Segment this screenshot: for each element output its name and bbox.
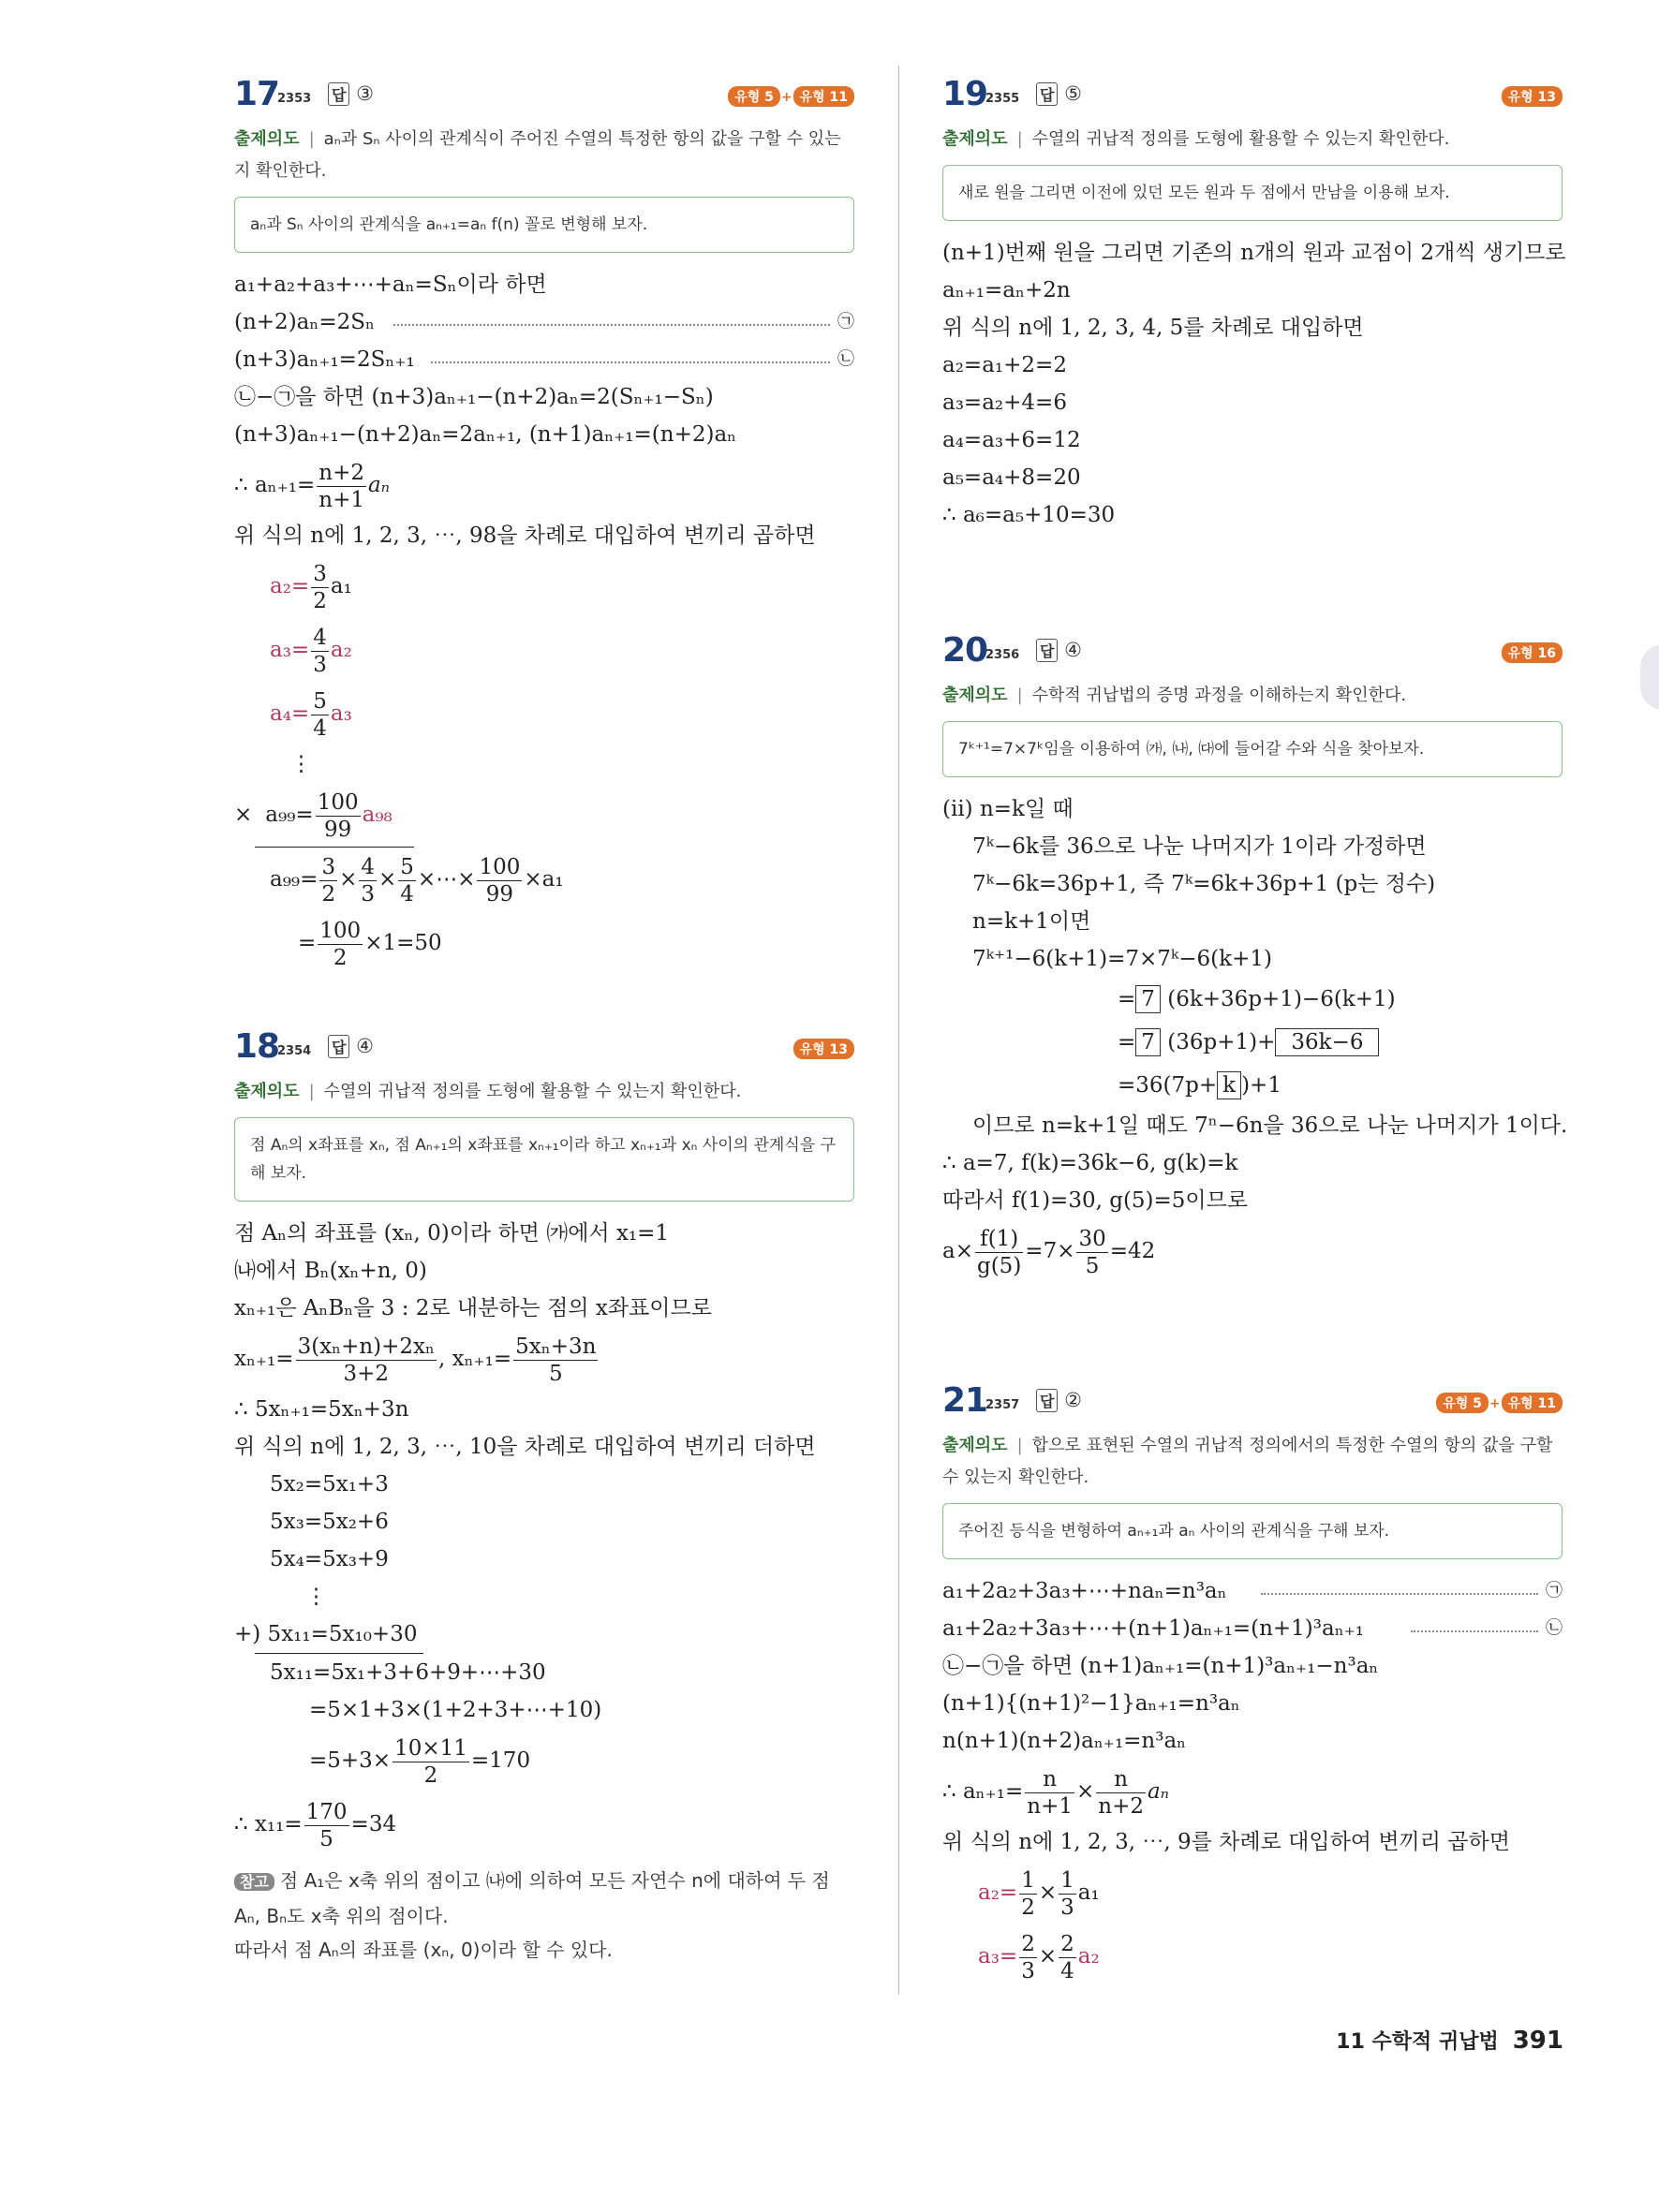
problem-20: [942, 631, 1568, 1283]
problem-code: 2354: [277, 1044, 312, 1058]
answer: 답 ④: [328, 1035, 374, 1058]
hint-box: 7ᵏ⁺¹=7×7ᵏ임을 이용하여 ㈎, ㈏, ㈐에 들어갈 수와 식을 찾아보자.: [942, 721, 1563, 777]
problem-21: [942, 1381, 1563, 1988]
hint-box: 새로 원을 그리면 이전에 있던 모든 원과 두 점에서 만남을 이용해 보자.: [942, 165, 1563, 221]
answer: 답 ④: [1036, 639, 1082, 662]
answer: 답 ③: [328, 82, 374, 106]
answer: 답 ⑤: [1036, 82, 1082, 106]
problem-number: 19: [942, 75, 988, 113]
problem-number: 21: [942, 1381, 988, 1420]
intent: 출제의도 | 수열의 귀납적 정의를 도형에 활용할 수 있는지 확인한다.: [942, 129, 1450, 149]
intent: 출제의도 | 수학적 귀납법의 증명 과정을 이해하는지 확인한다.: [942, 686, 1407, 705]
chapter-title: 11 수학적 귀납법: [1336, 2030, 1499, 2054]
type-tags: 유형 16: [1502, 642, 1563, 663]
type-tags: 유형 5 + 유형 11: [1436, 1393, 1563, 1413]
intent: 출제의도 | 수열의 귀납적 정의를 도형에 활용할 수 있는지 확인한다.: [234, 1082, 742, 1101]
blank-ga: 7: [1135, 985, 1161, 1013]
column-divider: [898, 66, 899, 1995]
problem-code: 2355: [985, 92, 1020, 106]
solution: 점 Aₙ의 좌표를 (xₙ, 0)이라 하면 ㈎에서 x₁=1 ㈏에서 Bₙ(xₙ+n, 0) xₙ₊₁은 AₙBₙ을 3 : 2로 내분하는 점의 x좌표이므로 xₙ₊₁= $\frac{\text{3(xₙ+n)+2xₙ}}{3+2}$ , xₙ₊₁= $\frac{\text{5xₙ+3n}}{5}$ ∴ 5xₙ₊₁=5xₙ+3n 위 식의 n에 1, 2, 3, ⋯, 10을 차례로 대입하여 변끼리 더하면 5x₂=5x₁+3 5x₃=5x₂+6 5x₄=5x₃+9 ⋮ +) 5x₁₁=5x₁₀+30 5x₁₁=5x₁+3+6+9+⋯+30 =5×1+3×(1+2+3+⋯+10) =5+3× $\frac{10\times 11}{2}$ =170 ∴ x₁₁= $\frac{170}{5}$ =34: [234, 1221, 816, 1851]
problem-18: [234, 1027, 854, 1967]
type-tags: 유형 5 + 유형 11: [728, 86, 854, 107]
solution: a₁+a₂+a₃+⋯+aₙ=Sₙ이라 하면 (n+2)aₙ=2Sₙ ㉠ (n+3)aₙ₊₁=2Sₙ₊₁ ㉡ ㉡−㉠을 하면 (n+3)aₙ₊₁−(n+2)aₙ=2(Sₙ₊₁−Sₙ) (n+3)aₙ₊₁−(n+2)aₙ=2aₙ₊₁, (n+1)aₙ₊₁=(n+2)aₙ ∴ aₙ₊₁= $\frac{n+2}{n+1}$ aₙ 위 식의 n에 1, 2, 3, ⋯, 98을 차례로 대입하여 변끼리 곱하면 a₂= $\frac{3}{2}$ a₁ a₃= $\frac{4}{3}$ a₂ a₄= $\frac{5}{4}$ a₃ ⋮ × a₉₉= $\frac{100}{99}$ a₉₈ a₉₉= $\frac{3}{2}$ × $\frac{4}{3}$ × $\frac{5}{4}$ ×⋯× $\frac{100}{99}$ ×a₁ = $\frac{100}{2}$ ×1=50: [234, 273, 854, 970]
problem-number: 17: [234, 75, 280, 113]
reference-note: 참고 점 A₁은 x축 위의 점이고 ㈏에 의하여 모든 자연수 n에 대하여 두 점 Aₙ, Bₙ도 x축 위의 점이다. 따라서 점 Aₙ의 좌표를 (xₙ, 0)이라 할 수 있다.: [234, 1869, 830, 1961]
answer: 답 ②: [1036, 1389, 1082, 1412]
type-tags: 유형 13: [793, 1039, 854, 1059]
problem-17: [234, 75, 854, 975]
problem-number: 20: [942, 631, 988, 670]
hint-box: 점 Aₙ의 x좌표를 xₙ, 점 Aₙ₊₁의 x좌표를 xₙ₊₁이라 하고 xₙ₊₁과 xₙ 사이의 관계식을 구해 보자.: [234, 1117, 854, 1202]
intent: 출제의도 | 합으로 표현된 수열의 귀납적 정의에서의 특정한 수열의 항의 값을 구할 수 있는지 확인한다.: [942, 1436, 1553, 1487]
hint-box: aₙ과 Sₙ 사이의 관계식을 aₙ₊₁=aₙ f(n) 꼴로 변형해 보자.: [234, 197, 854, 253]
type-tags: 유형 13: [1502, 86, 1563, 107]
problem-number: 18: [234, 1027, 280, 1066]
problem-code: 2356: [985, 648, 1020, 662]
page-footer: [1336, 2026, 1563, 2055]
blank-ga: 7: [1135, 1028, 1161, 1056]
solution: (n+1)번째 원을 그리면 기존의 n개의 원과 교점이 2개씩 생기므로 aₙ₊₁=aₙ+2n 위 식의 n에 1, 2, 3, 4, 5를 차례로 대입하면 a₂=a₁+2=2 a₃=a₂+4=6 a₄=a₃+6=12 a₅=a₄+8=20 ∴ a₆=a₅+10=30: [942, 241, 1566, 527]
problem-code: 2357: [985, 1398, 1020, 1412]
page-number: 391: [1512, 2027, 1563, 2055]
solution: a₁+2a₂+3a₃+⋯+naₙ=n³aₙ ㉠ a₁+2a₂+3a₃+⋯+(n+1)aₙ₊₁=(n+1)³aₙ₊₁ ㉡ ㉡−㉠을 하면 (n+1)aₙ₊₁=(n+1)³aₙ₊₁−n³aₙ (n+1){(n+1)²−1}aₙ₊₁=n³aₙ n(n+1)(n+2)aₙ₊₁=n³aₙ ∴ aₙ₊₁= $\frac{n}{n+1}$ × $\frac{n}{n+2}$ aₙ 위 식의 n에 1, 2, 3, ⋯, 9를 차례로 대입하여 변끼리 곱하면 a₂= $\frac{1}{2}$ × $\frac{1}{3}$ a₁ a₃= $\frac{2}{3}$ × $\frac{2}{4}$ a₂: [942, 1579, 1563, 1983]
problem-19: [942, 75, 1566, 534]
intent: 출제의도 | aₙ과 Sₙ 사이의 관계식이 주어진 수열의 특정한 항의 값을 구할 수 있는지 확인한다.: [234, 129, 841, 181]
problem-code: 2353: [277, 92, 312, 106]
blank-da: k: [1217, 1071, 1241, 1099]
hint-box: 주어진 등식을 변형하여 aₙ₊₁과 aₙ 사이의 관계식을 구해 보자.: [942, 1503, 1563, 1559]
page-edge-tab: [1640, 644, 1659, 710]
solution: (ii) n=k일 때 7ᵏ−6k를 36으로 나눈 나머지가 1이라 가정하면 7ᵏ−6k=36p+1, 즉 7ᵏ=6k+36p+1 (p는 정수) n=k+1이면 7ᵏ⁺¹−6(k+1)=7×7ᵏ−6(k+1) = 7 (6k+36p+1)−6(k+1) = 7 (36p+1)+ 36k−6 =36(7p+ k )+1 이므로 n=k+1일 때도 7ⁿ−6n을 36으로 나눈 나머지가 1이다. ∴ a=7, f(k)=36k−6, g(k)=k 따라서 f(1)=30, g(5)=5이므로 a× $\frac{f(1)}{g(5)}$ =7× $\frac{30}{5}$ =42: [942, 797, 1568, 1278]
blank-na: 36k−6: [1275, 1028, 1379, 1056]
